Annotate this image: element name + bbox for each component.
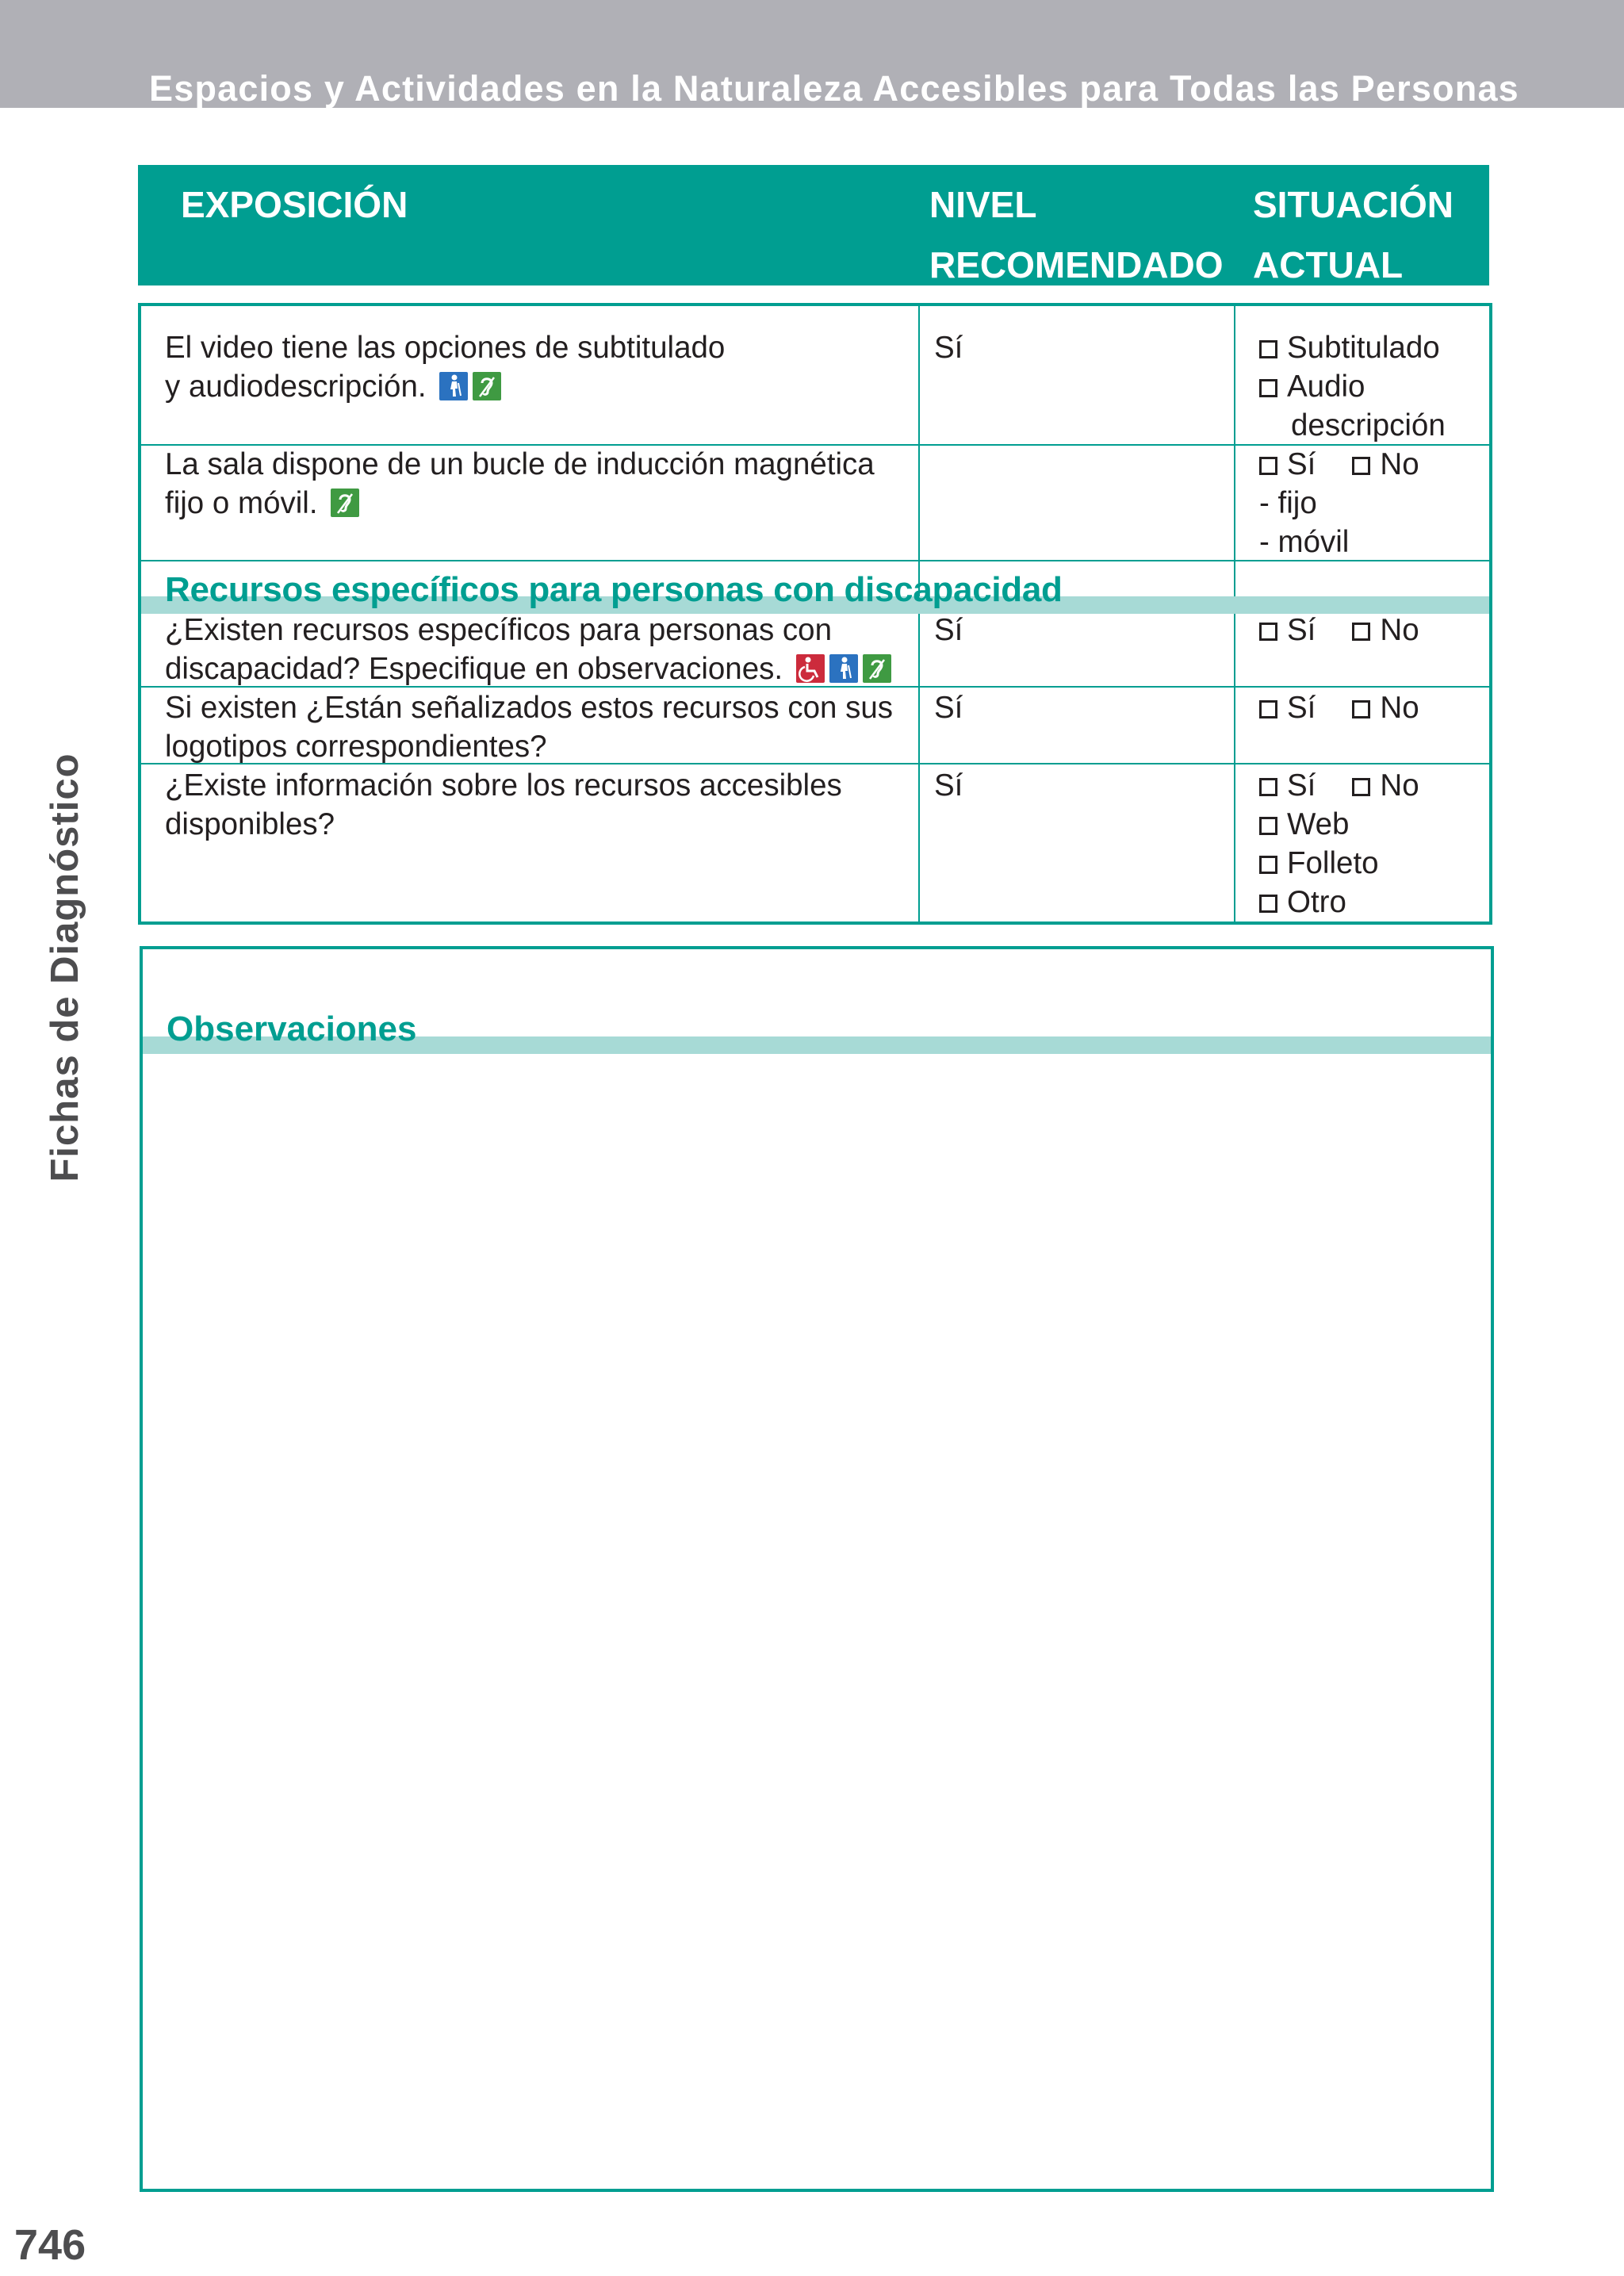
header-situacion-actual: SITUACIÓN ACTUAL [1253,184,1454,285]
header-nivel-recomendado: NIVEL RECOMENDADO [929,184,1224,285]
row-question: ¿Existen recursos específicos para personas con discapacidad? Especifique en observaciones. [165,611,902,688]
row-question: Si existen ¿Están señalizados estos recursos con sus logotipos correspondientes? [165,691,894,764]
hearing-icon [863,654,891,683]
top-banner [0,0,1624,108]
observations-title: Observaciones [167,1010,417,1048]
page-number: 746 [14,2221,86,2269]
table-header [138,165,1489,285]
row-situation: Sí No - fijo - móvil [1259,447,1419,559]
checkbox-web[interactable] [1259,817,1277,835]
checkbox-subtitulado[interactable] [1259,340,1277,358]
pedestrian-icon [439,372,468,400]
checkbox-no[interactable] [1352,623,1370,641]
row-level: Sí [934,768,963,803]
row-question: La sala dispone de un bucle de inducción magnética fijo o móvil. [165,447,875,520]
row-situation: Subtitulado Audio descripción [1259,328,1446,445]
column-divider [1234,306,1235,922]
hearing-icon [473,372,501,400]
publication-title: Espacios y Actividades en la Naturaleza Accesibles para Todas las Personas [149,68,1519,109]
row-question: ¿Existe información sobre los recursos accesibles disponibles? [165,768,842,841]
hearing-icon [331,489,359,517]
checkbox-folleto[interactable] [1259,856,1277,874]
checkbox-no[interactable] [1352,457,1370,475]
row-question: El video tiene las opciones de subtitulado y audiodescripción. [165,331,726,404]
row-level: Sí [934,331,963,365]
row-situation: Sí No [1259,688,1419,727]
row-level: Sí [934,613,963,647]
checkbox-si[interactable] [1259,457,1277,475]
observations-box[interactable] [140,946,1494,2192]
checkbox-audiodescripcion[interactable] [1259,379,1277,397]
pedestrian-icon [829,654,858,683]
column-divider [918,306,920,922]
row-situation: Sí No Web Folleto Otro [1259,766,1419,922]
row-situation: Sí No [1259,611,1419,649]
header-exposicion: EXPOSICIÓN [181,184,408,225]
section-title: Recursos específicos para personas con discapacidad [165,570,1063,609]
checkbox-no[interactable] [1352,778,1370,796]
checkbox-otro[interactable] [1259,895,1277,913]
checkbox-si[interactable] [1259,623,1277,641]
side-section-label: Fichas de Diagnóstico [44,753,86,1182]
checkbox-si[interactable] [1259,700,1277,718]
checkbox-no[interactable] [1352,700,1370,718]
row-level: Sí [934,691,963,725]
wheelchair-icon [796,654,825,683]
checklist-table [138,303,1492,925]
checkbox-si[interactable] [1259,778,1277,796]
